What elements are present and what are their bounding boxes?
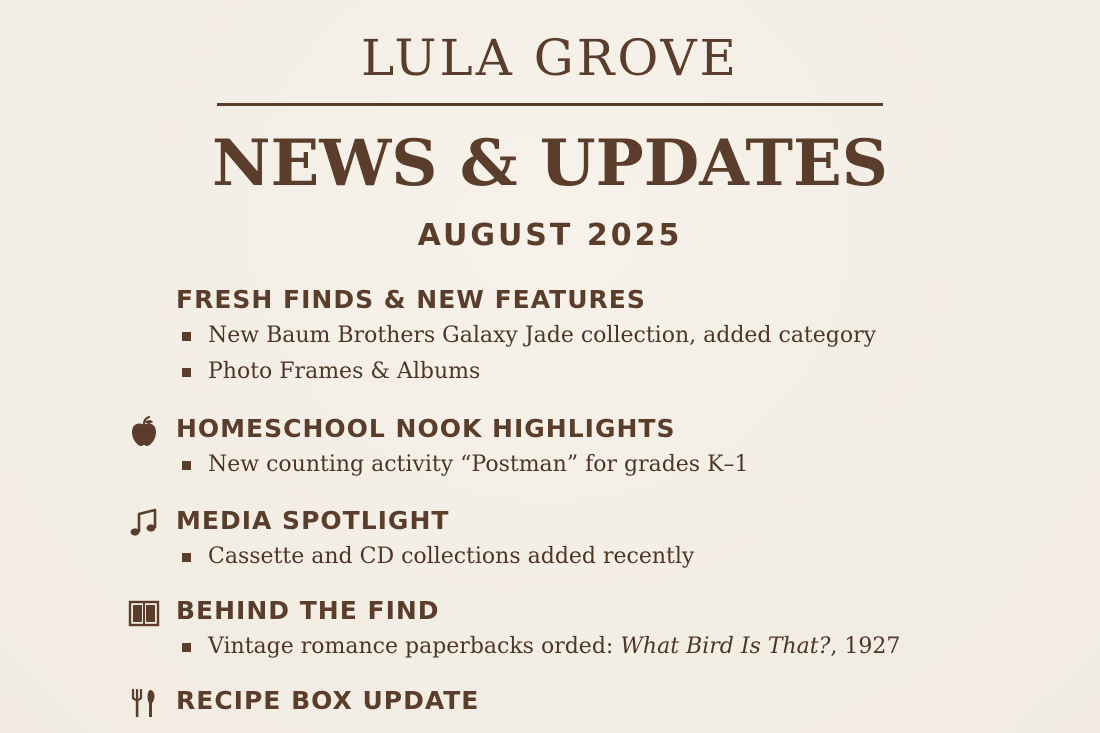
- section-media: [128, 503, 1078, 575]
- list-item: [128, 447, 1078, 483]
- book-icon: [128, 597, 160, 627]
- list-item: [128, 539, 1078, 575]
- list-item-text: New Baum Brothers Galaxy Jade collection, added category: [208, 323, 877, 348]
- bullet-marker: [182, 553, 191, 562]
- section-items: [128, 318, 1078, 390]
- list-item: [128, 354, 1078, 390]
- section-title: MEDIA SPOTLIGHT: [176, 506, 450, 535]
- music-note-icon: [128, 507, 160, 537]
- list-item-text: New counting activity “Postman” for grades K–1: [208, 452, 749, 477]
- section-recipe-box: [128, 683, 1078, 719]
- list-item: [128, 318, 1078, 354]
- list-item: [128, 629, 1078, 665]
- bullet-marker: [182, 368, 191, 377]
- section-header: [128, 282, 1078, 318]
- section-title: BEHIND THE FIND: [176, 596, 440, 625]
- section-items: [128, 447, 1078, 483]
- section-header: [128, 683, 1078, 719]
- section-header: [128, 503, 1078, 539]
- section-header: [128, 411, 1078, 447]
- section-title: HOMESCHOOL NOOK HIGHLIGHTS: [176, 414, 676, 443]
- section-items: [128, 539, 1078, 575]
- issue-date: AUGUST 2025: [417, 218, 683, 253]
- section-fresh-finds: [128, 282, 1078, 390]
- section-homeschool: [128, 411, 1078, 483]
- brand-name: LULA GROVE: [360, 29, 740, 87]
- list-item-text: Photo Frames & Albums: [208, 359, 481, 384]
- section-title: FRESH FINDS & NEW FEATURES: [176, 285, 646, 314]
- header-divider: [217, 103, 883, 106]
- section-behind-the-find: [128, 593, 1078, 665]
- apple-icon: [128, 415, 160, 445]
- section-items: [128, 629, 1078, 665]
- section-header: [128, 593, 1078, 629]
- section-title: RECIPE BOX UPDATE: [176, 686, 480, 715]
- bullet-marker: [182, 643, 191, 652]
- utensils-icon: [128, 687, 160, 717]
- bullet-marker: [182, 332, 191, 341]
- book-year: , 1927: [830, 634, 901, 659]
- list-item-text: Cassette and CD collections added recently: [208, 544, 695, 569]
- list-item-text: Vintage romance paperbacks orded:: [208, 634, 621, 659]
- page-title: NEWS & UPDATES: [212, 126, 888, 201]
- bullet-marker: [182, 461, 191, 470]
- book-title: What Bird Is That?: [620, 634, 831, 659]
